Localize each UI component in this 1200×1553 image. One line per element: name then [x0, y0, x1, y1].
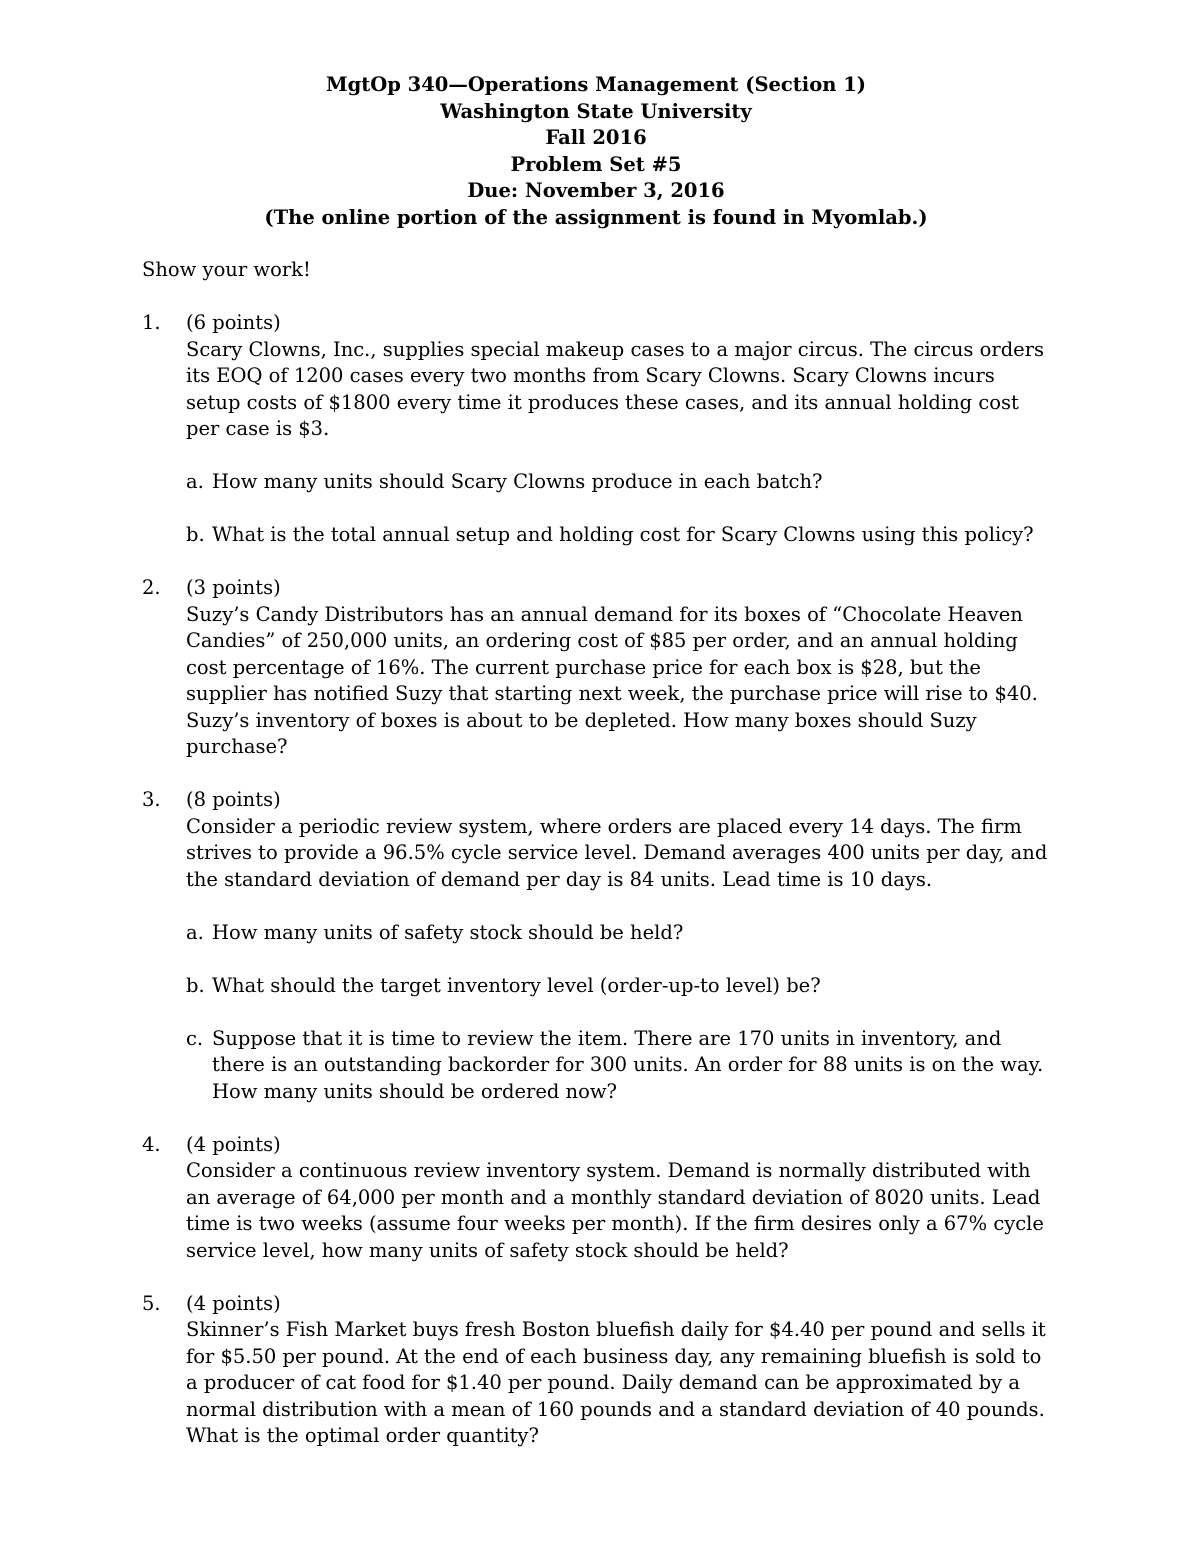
- part-letter: b.: [186, 523, 205, 546]
- part-text: What should the target inventory level (order-up-to level) be?: [212, 973, 821, 997]
- part-letter: a.: [186, 920, 204, 944]
- problem-2: [142, 575, 1050, 761]
- course-title: MgtOp 340—Operations Management (Section 1): [325, 73, 866, 96]
- part-letter: c.: [186, 1026, 204, 1050]
- problem-3: [142, 787, 1050, 1105]
- problem-number: 4.: [142, 1132, 161, 1156]
- problem-part: [186, 973, 1050, 1000]
- university-name: Washington State University: [440, 99, 752, 123]
- part-text: Suppose that it is time to review the item. There are 170 units in inventory, and there is an outstanding backorder for 300 units. An order for 88 units is on the way. How many units should be ordered now?: [212, 1026, 1044, 1103]
- problem-points: (8 points): [186, 788, 281, 811]
- problem-number: 5.: [142, 1291, 161, 1315]
- problem-part: [186, 1026, 1050, 1106]
- online-portion-note: (The online portion of the assignment is found in Myomlab.): [264, 205, 928, 229]
- problem-part: [186, 522, 1050, 549]
- part-letter: b.: [186, 973, 205, 997]
- part-text: How many units should Scary Clowns produce in each batch?: [212, 470, 823, 493]
- term: Fall 2016: [545, 126, 647, 149]
- problem-text: Consider a continuous review inventory system. Demand is normally distributed with an average of 64,000 per month and a monthly standard deviation of 8020 units. Lead time is two weeks (assume four weeks per month). If the firm desires only a 67% cycle service level, how many units of safety stock should be held?: [186, 1159, 1044, 1262]
- problem-5: [142, 1291, 1050, 1450]
- instructions: Show your work!: [142, 258, 311, 281]
- problem-part: [186, 469, 1050, 496]
- problem-points: (3 points): [186, 576, 281, 599]
- problem-points: (4 points): [186, 1132, 281, 1156]
- due-date: Due: November 3, 2016: [467, 179, 725, 202]
- problem-points: (6 points): [186, 311, 281, 334]
- problem-text: Skinner’s Fish Market buys fresh Boston bluefish daily for $4.40 per pound and sells it for $5.50 per pound. At the end of each business day, any remaining bluefish is sold to a producer of cat food for $1.40 per pound. Daily demand can be approximated by a normal distribution with a mean of 160 pounds and a standard deviation of 40 pounds. What is the optimal order quantity?: [186, 1318, 1046, 1447]
- problem-set-title: Problem Set #5: [510, 152, 682, 176]
- document-header: [142, 72, 1050, 231]
- problem-text: Scary Clowns, Inc., supplies special makeup cases to a major circus. The circus orders its EOQ of 1200 cases every two months from Scary Clowns. Scary Clowns incurs setup costs of $1800 every time it produces these cases, and its annual holding cost per case is $3.: [186, 337, 1045, 440]
- problem-1: [142, 310, 1050, 549]
- problem-text: Consider a periodic review system, where orders are placed every 14 days. The firm strives to provide a 96.5% cycle service level. Demand averages 400 units per day, and the standard deviation of demand per day is 84 units. Lead time is 10 days.: [186, 814, 1048, 891]
- problem-text: Suzy’s Candy Distributors has an annual demand for its boxes of “Chocolate Heaven Candies” of 250,000 units, an ordering cost of $85 per order, and an annual holding cost percentage of 16%. The current purchase price for each box is $28, but the supplier has notified Suzy that starting next week, the purchase price will rise to $40. Suzy’s inventory of boxes is about to be depleted. How many boxes should Suzy purchase?: [186, 602, 1038, 758]
- problem-number: 2.: [142, 576, 161, 599]
- part-text: What is the total annual setup and holding cost for Scary Clowns using this policy?: [212, 523, 1034, 546]
- part-text: How many units of safety stock should be held?: [212, 920, 684, 944]
- part-letter: a.: [186, 470, 204, 493]
- problem-part: [186, 920, 1050, 947]
- problem-4: [142, 1132, 1050, 1265]
- problem-number: 1.: [142, 311, 161, 334]
- problem-points: (4 points): [186, 1291, 281, 1315]
- problem-number: 3.: [142, 788, 161, 811]
